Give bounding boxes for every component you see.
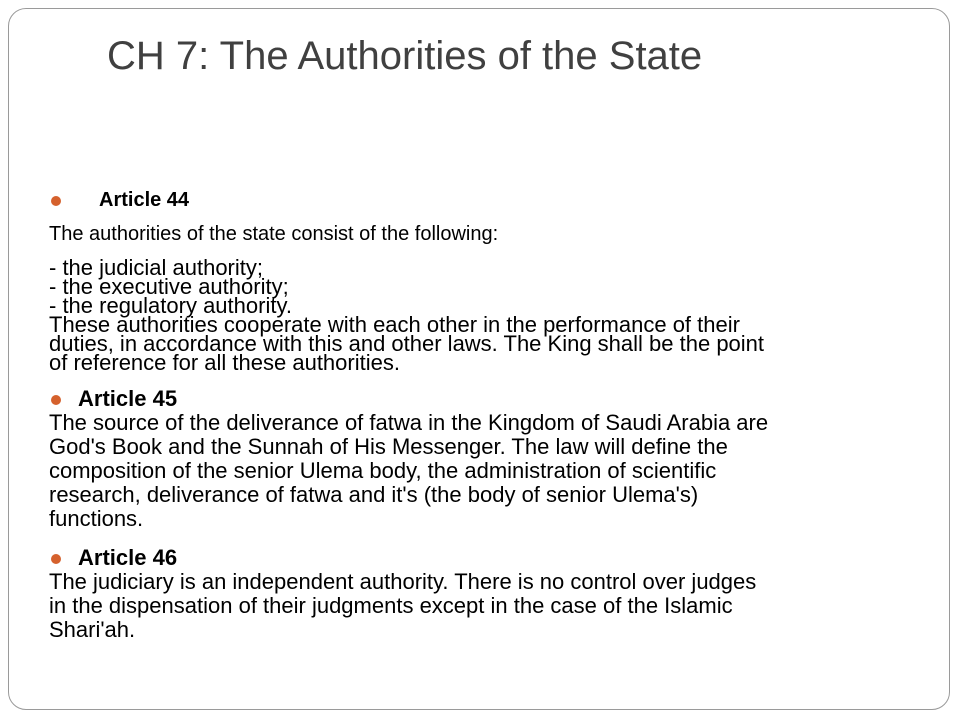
article-44-line: - the executive authority;: [49, 274, 289, 299]
article-45-line: God's Book and the Sunnah of His Messenger. The law will define the: [49, 434, 728, 459]
article-44-line: duties, in accordance with this and other laws. The King shall be the point: [49, 331, 765, 356]
article-44-intro: The authorities of the state consist of the following:: [49, 223, 499, 245]
bullet-dot-icon: [51, 554, 61, 564]
article-45-line: functions.: [49, 506, 144, 531]
article-45-line: composition of the senior Ulema body, the administration of scientific: [49, 458, 717, 483]
article-45: [49, 387, 929, 531]
article-44-line: - the regulatory authority.: [49, 293, 292, 318]
bullet-dot-icon: [51, 196, 61, 206]
slide-body: [49, 188, 929, 642]
article-44-line: These authorities cooperate with each other in the performance of their: [49, 312, 740, 337]
article-44-line: of reference for all these authorities.: [49, 350, 400, 375]
article-46-line: Shari'ah.: [49, 617, 136, 642]
slide-title: CH 7: The Authorities of the State: [107, 34, 703, 78]
article-46: [49, 546, 929, 642]
article-46-line: The judiciary is an independent authority. There is no control over judges: [49, 569, 757, 594]
article-44-line: - the judicial authority;: [49, 255, 263, 280]
article-45-line: research, deliverance of fatwa and it's (the body of senior Ulema's): [49, 482, 699, 507]
article-44-heading: Article 44: [99, 189, 190, 211]
bullet-dot-icon: [51, 395, 61, 405]
article-46-line: in the dispensation of their judgments except in the case of the Islamic: [49, 593, 733, 618]
article-44-text: [49, 255, 929, 375]
article-44-heading-row: [49, 188, 929, 212]
article-45-heading: Article 45: [78, 386, 178, 411]
article-45-line: The source of the deliverance of fatwa in the Kingdom of Saudi Arabia are: [49, 410, 769, 435]
article-46-heading: Article 46: [78, 545, 178, 570]
